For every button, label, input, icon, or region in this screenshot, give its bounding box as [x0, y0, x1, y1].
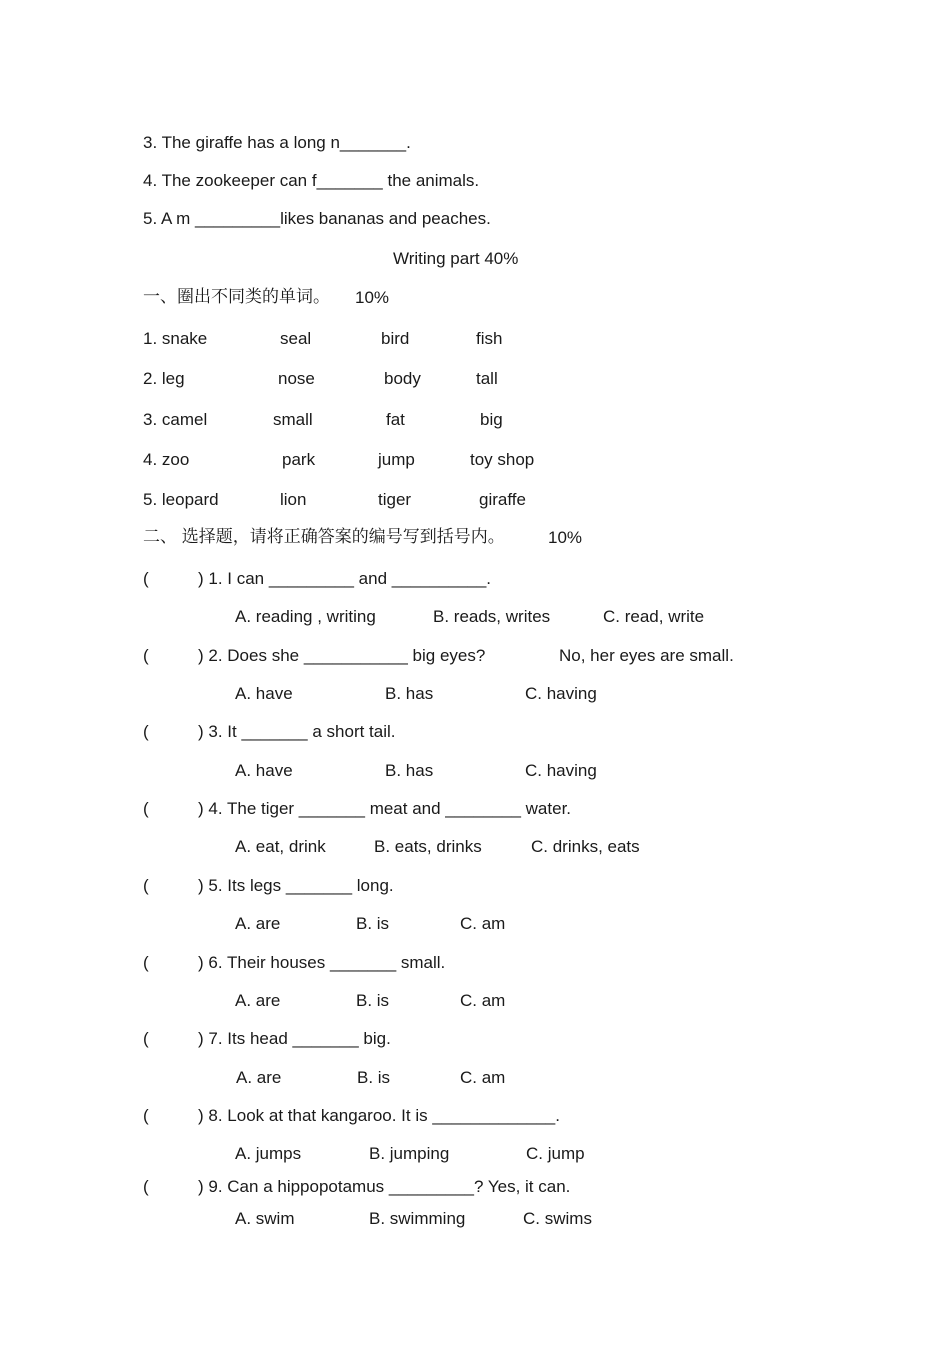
question-6: ) 6. Their houses _______ small.	[198, 953, 446, 972]
answer-bracket: (	[143, 799, 149, 818]
word-4-4: toy shop	[470, 450, 535, 469]
word-2-2: nose	[278, 369, 315, 388]
option-3-b: B. has	[385, 761, 434, 780]
option-3-c: C. having	[525, 761, 597, 780]
option-2-a: A. have	[235, 684, 293, 703]
answer-bracket: (	[143, 569, 149, 588]
answer-bracket: (	[143, 1029, 149, 1048]
question-1: ) 1. I can _________ and __________.	[198, 569, 492, 588]
fill-blank-5: 5. A m _________likes bananas and peaches.	[143, 209, 491, 228]
answer-bracket: (	[143, 1106, 149, 1125]
option-6-b: B. is	[356, 991, 390, 1010]
question-5: ) 5. Its legs _______ long.	[198, 876, 394, 895]
word-4-3: jump	[378, 450, 415, 469]
fill-blank-4: 4. The zookeeper can f_______ the animals.	[143, 171, 480, 190]
question-7: ) 7. Its head _______ big.	[198, 1029, 391, 1048]
option-1-b: B. reads, writes	[433, 607, 551, 626]
option-8-b: B. jumping	[369, 1144, 450, 1163]
writing-heading: Writing part 40%	[393, 249, 519, 268]
question-3: ) 3. It _______ a short tail.	[198, 722, 396, 741]
word-4-1: 4. zoo	[143, 450, 190, 469]
option-4-c: C. drinks, eats	[531, 837, 640, 856]
option-4-a: A. eat, drink	[235, 837, 326, 856]
word-3-3: fat	[386, 410, 405, 429]
answer-bracket: (	[143, 722, 149, 741]
option-5-a: A. are	[235, 914, 281, 933]
word-5-4: giraffe	[479, 490, 526, 509]
answer-bracket: (	[143, 646, 149, 665]
word-5-1: 5. leopard	[143, 490, 219, 509]
option-2-b: B. has	[385, 684, 434, 703]
word-2-1: 2. leg	[143, 369, 185, 388]
section1-title: 一、圈出不同类的单词。	[143, 287, 330, 306]
option-8-a: A. jumps	[235, 1144, 302, 1163]
word-1-1: 1. snake	[143, 329, 208, 348]
option-4-b: B. eats, drinks	[374, 837, 482, 856]
option-2-c: C. having	[525, 684, 597, 703]
section1-points: 10%	[355, 288, 390, 307]
word-5-3: tiger	[378, 490, 412, 509]
answer-bracket: (	[143, 1177, 149, 1196]
section2-title: 二、 选择题，请将正确答案的编号写到括号内。	[143, 527, 505, 546]
option-1-a: A. reading , writing	[235, 607, 376, 626]
question-4: ) 4. The tiger _______ meat and ________ water.	[198, 799, 572, 818]
option-1-c: C. read, write	[603, 607, 705, 626]
word-4-2: park	[282, 450, 316, 469]
question-2-answer: No, her eyes are small.	[559, 646, 734, 665]
word-3-4: big	[480, 410, 503, 429]
word-1-3: bird	[381, 329, 410, 348]
word-5-2: lion	[280, 490, 307, 509]
option-5-b: B. is	[356, 914, 390, 933]
option-5-c: C. am	[460, 914, 506, 933]
word-2-3: body	[384, 369, 421, 388]
answer-bracket: (	[143, 953, 149, 972]
option-7-a: A. are	[236, 1068, 282, 1087]
option-9-b: B. swimming	[369, 1209, 466, 1228]
option-8-c: C. jump	[526, 1144, 585, 1163]
fill-blank-3: 3. The giraffe has a long n_______.	[143, 133, 411, 152]
word-2-4: tall	[476, 369, 498, 388]
option-7-c: C. am	[460, 1068, 506, 1087]
option-3-a: A. have	[235, 761, 293, 780]
word-3-1: 3. camel	[143, 410, 208, 429]
option-6-a: A. are	[235, 991, 281, 1010]
question-8: ) 8. Look at that kangaroo. It is _____________.	[198, 1106, 560, 1125]
word-3-2: small	[273, 410, 313, 429]
answer-bracket: (	[143, 876, 149, 895]
section2-points: 10%	[548, 528, 583, 547]
option-9-c: C. swims	[523, 1209, 592, 1228]
option-7-b: B. is	[357, 1068, 391, 1087]
word-1-2: seal	[280, 329, 312, 348]
question-9: ) 9. Can a hippopotamus _________? Yes, it can.	[198, 1177, 571, 1196]
option-6-c: C. am	[460, 991, 506, 1010]
word-1-4: fish	[476, 329, 503, 348]
option-9-a: A. swim	[235, 1209, 295, 1228]
question-2: ) 2. Does she ___________ big eyes?	[198, 646, 486, 665]
